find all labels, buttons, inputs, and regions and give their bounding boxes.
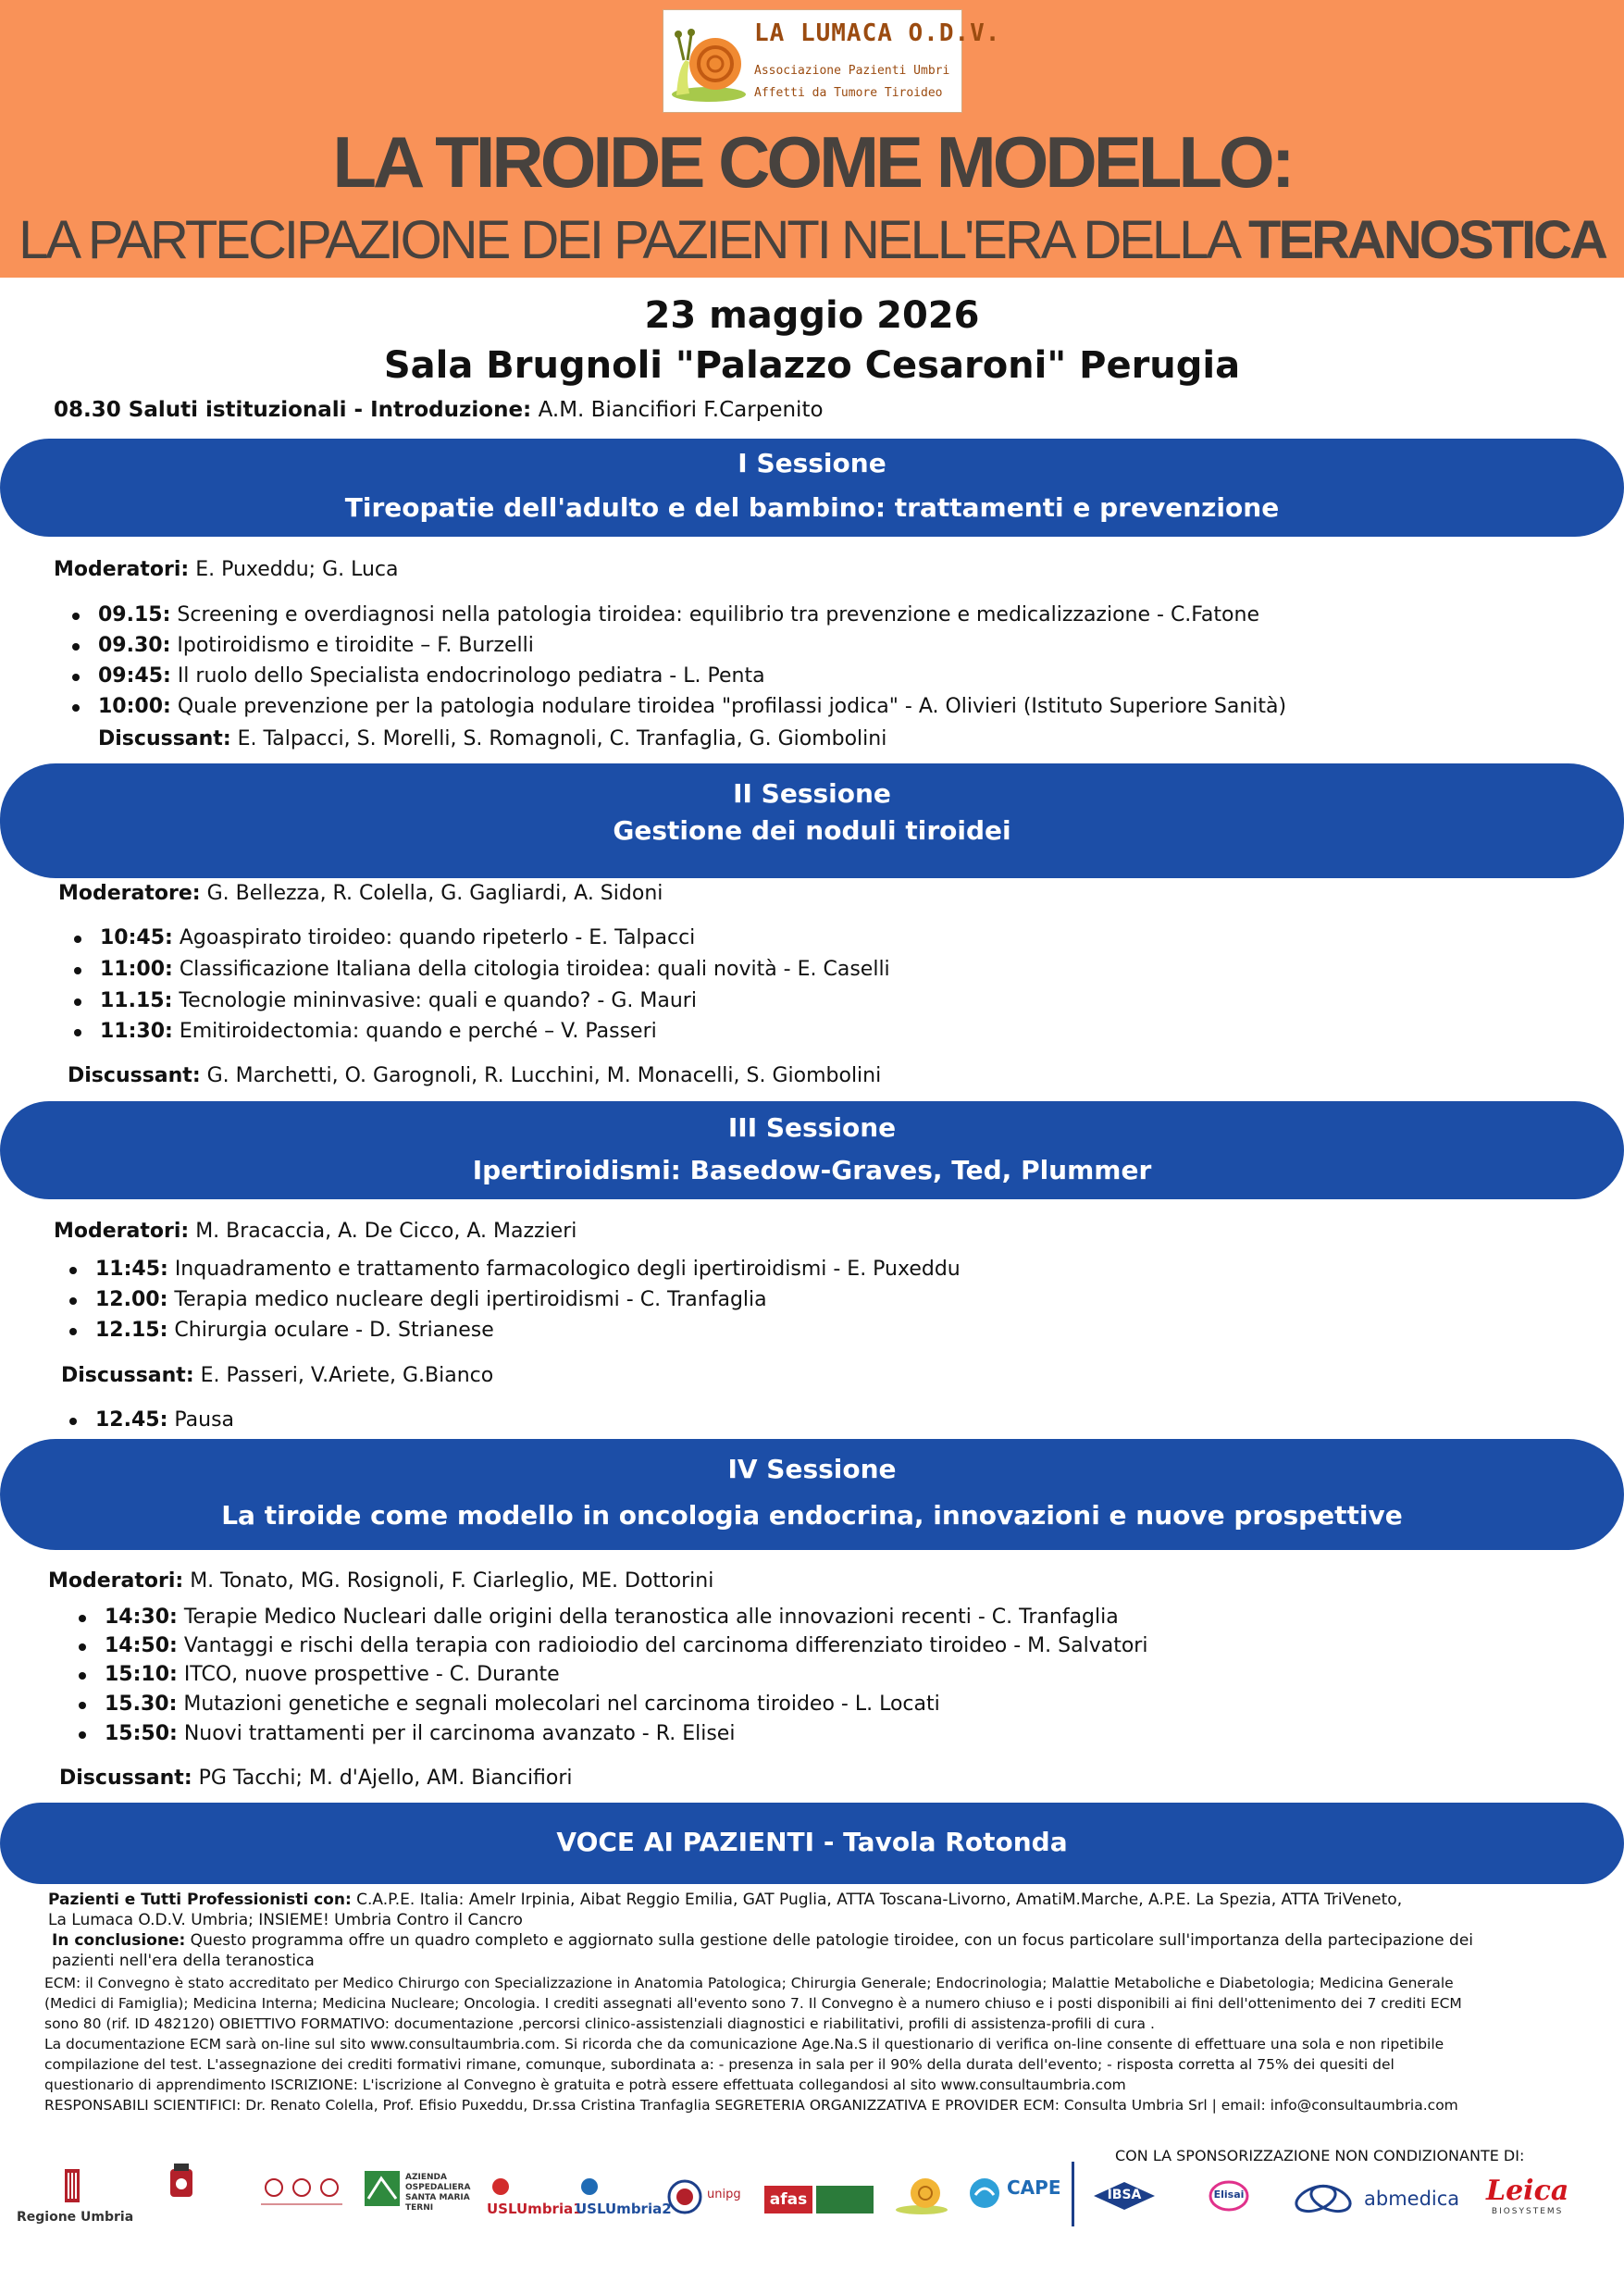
ao-terni-logo[interactable] — [363, 2169, 477, 2215]
session-2-title: Gestione dei noduli tiroidei — [613, 815, 1011, 846]
session-1-moderators — [54, 558, 399, 581]
session-4-moderators: Moderatori: M. Tonato, MG. Rosignoli, F. Ciarleglio, ME. Dottorini — [48, 1569, 714, 1593]
ecm-line-1: ECM: il Convegno è stato accreditato per Medico Chirurgo con Specializzazione in Anatomia Patologica; Chirurgia Generale; Endocrinologia; Malattie Metaboliche e Diabetologia; Medicina Generale — [44, 1975, 1454, 1991]
intro-line — [54, 398, 824, 422]
session-4-banner — [0, 1439, 1624, 1550]
doc-line-1: La documentazione ECM sarà on-line sul sito www.consultaumbria.com. Si ricorda che da comunicazione Age.Na.S il questionario di verifica on-line consente di effettuare una sola e non ripetibile — [44, 2036, 1444, 2052]
list-item: 15.30: Mutazioni genetiche e segnali molecolari nel carcinoma tiroideo - L. Locati — [105, 1693, 940, 1716]
list-item: 10:00: Quale prevenzione per la patologia nodulare tiroidea "profilassi jodica" - A. Olivieri (Istituto Superiore Sanità) — [98, 695, 1287, 718]
list-item: 11:45: Inquadramento e trattamento farmacologico degli ipertiroidismi - E. Puxeddu — [95, 1258, 961, 1281]
list-item: 15:10: ITCO, nuove prospettive - C. Durante — [105, 1663, 560, 1686]
page-subtitle — [0, 209, 1624, 271]
session-2-banner — [0, 763, 1624, 878]
usl2-icon — [576, 2176, 603, 2197]
unipg-logo[interactable] — [666, 2178, 741, 2219]
ao-terni-label: AZIENDA OSPEDALIERA SANTA MARIA TERNI — [405, 2173, 471, 2213]
footer-divider — [1072, 2162, 1074, 2226]
afas-label: afas — [764, 2186, 812, 2213]
usl1-icon — [487, 2176, 514, 2197]
session-3-moderators: Moderatori: M. Bracaccia, A. De Cicco, A. Mazzieri — [54, 1220, 577, 1243]
leica-sub-label: BIOSYSTEMS — [1491, 2207, 1564, 2216]
unipg-seal-icon — [666, 2178, 703, 2215]
snail-icon — [667, 16, 750, 108]
list-item: 09.15: Screening e overdiagnosi nella patologia tiroidea: equilibrio tra prevenzione e medicalizzazione - C.Fatone — [98, 603, 1259, 626]
ao-terni-icon — [363, 2169, 402, 2208]
comune-perugia-logo[interactable] — [163, 2164, 200, 2219]
list-item: 09:45: Il ruolo dello Specialista endocrinologo pediatra - L. Penta — [98, 664, 765, 688]
moderators-names: E. Puxeddu; G. Luca — [189, 558, 399, 581]
ibsa-label: IBSA — [1107, 2188, 1142, 2202]
unipg-label: unipg — [707, 2188, 741, 2201]
ao-perugia-icon — [255, 2175, 348, 2212]
session-3-title: Ipertiroidismi: Basedow-Graves, Ted, Plummer — [472, 1155, 1152, 1185]
regione-umbria-icon — [17, 2165, 128, 2206]
cape-label: CAPE — [1007, 2176, 1061, 2199]
session-2-number: II Sessione — [733, 778, 891, 809]
logo-brand: LA LUMACA O.D.V. — [754, 19, 1001, 47]
responsabili-line: RESPONSABILI SCIENTIFICI: Dr. Renato Colella, Prof. Efisio Puxeddu, Dr.ssa Cristina Tranfaglia SEGRETERIA ORGANIZZATIVA E PROVIDER ECM: Consulta Umbria Srl | email: info@consultaumbria.com — [44, 2097, 1458, 2114]
list-item: 11.15: Tecnologie mininvasive: quali e quando? - G. Mauri — [100, 989, 697, 1012]
session-4-number: IV Sessione — [727, 1454, 897, 1484]
cape-logo[interactable] — [966, 2175, 1061, 2215]
abmedica-label: abmedica — [1364, 2188, 1460, 2210]
conclusion-line-2: pazienti nell'era della teranostica — [52, 1952, 315, 1970]
list-item: 10:45: Agoaspirato tiroideo: quando ripeterlo - E. Talpacci — [100, 926, 696, 949]
cape-icon — [966, 2175, 1003, 2212]
event-venue: Sala Brugnoli "Palazzo Cesaroni" Perugia — [383, 344, 1241, 387]
leica-logo[interactable] — [1486, 2175, 1568, 2216]
subtitle-bold: TERANOSTICA — [1248, 210, 1605, 270]
list-item: 15:50: Nuovi trattamenti per il carcinoma avanzato - R. Elisei — [105, 1722, 736, 1745]
list-item: 11:30: Emitiroidectomia: quando e perché – V. Passeri — [100, 1020, 657, 1043]
elisai-logo[interactable] — [1209, 2180, 1249, 2212]
list-item: 12.00: Terapia medico nucleare degli ipertiroidismi - C. Tranfaglia — [95, 1288, 767, 1311]
session-4-title: La tiroide come modello in oncologia endocrina, innovazioni e nuove prospettive — [221, 1500, 1403, 1531]
abmedica-logo[interactable] — [1294, 2180, 1460, 2221]
event-date: 23 maggio 2026 — [644, 294, 980, 337]
session-2-moderators: Moderatore: G. Bellezza, R. Colella, G. Gagliardi, A. Sidoni — [58, 882, 663, 905]
la-lumaca-small-logo[interactable] — [894, 2173, 949, 2219]
patients-line-2: La Lumaca O.D.V. Umbria; INSIEME! Umbria Contro il Cancro — [48, 1911, 523, 1929]
logo-line2: Affetti da Tumore Tiroideo — [754, 86, 943, 100]
patients-line-1: Pazienti e Tutti Professionisti con: C.A.P.E. Italia: Amelr Irpinia, Aibat Reggio Emilia, GAT Puglia, ATTA Toscana-Livorno, AmatiM.Marche, A.P.E. La Spezia, ATTA TriVeneto, — [48, 1891, 1403, 1909]
session-3-number: III Sessione — [727, 1112, 897, 1143]
ao-perugia-logo[interactable] — [255, 2175, 348, 2215]
session-4-discussants: Discussant: PG Tacchi; M. d'Ajello, AM. Biancifiori — [59, 1767, 573, 1790]
usl1-label: USLUmbria1 — [487, 2201, 583, 2217]
round-table-title: VOCE AI PAZIENTI - Tavola Rotonda — [556, 1827, 1068, 1857]
ecm-line-3: sono 80 (rif. ID 482120) OBIETTIVO FORMATIVO: documentazione ,percorsi clinico-assistenziali diagnostici e riabilitativi, profili di assistenza-profili di cura . — [44, 2015, 1155, 2032]
session-1-banner — [0, 439, 1624, 537]
doc-line-2: compilazione del test. L'assegnazione dei crediti formativi rimane, comunque, subordinata a: - presenza in sala per il 90% della durata dell'evento; - risposta corretta al 75% dei quesiti del — [44, 2056, 1395, 2073]
intro-label: 08.30 Saluti istituzionali - Introduzione: — [54, 398, 532, 422]
pause-item: 12.45: Pausa — [95, 1408, 235, 1432]
list-item: 14:50: Vantaggi e rischi della terapia con radioiodio del carcinoma differenziato tiroideo - M. Salvatori — [105, 1634, 1148, 1657]
header-band — [0, 0, 1624, 278]
afas-logo[interactable] — [764, 2186, 875, 2213]
session-3-banner — [0, 1101, 1624, 1199]
ecm-line-2: (Medici di Famiglia); Medicina Interna; Medicina Nucleare; Oncologia. I crediti assegnati all'evento sono 7. Il Convegno è a numero chiuso e i posti disponibili ai fini dell'ottenimento dei 7 crediti ECM — [44, 1995, 1462, 2012]
la-lumaca-logo[interactable] — [663, 9, 1001, 113]
abmedica-icon — [1294, 2180, 1368, 2217]
list-item: 09.30: Ipotiroidismo e tiroidite – F. Burzelli — [98, 634, 534, 657]
ibsa-logo[interactable] — [1092, 2180, 1157, 2212]
elisai-label: Elisai — [1213, 2189, 1245, 2201]
session-1-title: Tireopatie dell'adulto e del bambino: trattamenti e prevenzione — [344, 492, 1280, 523]
usl2-label: USLUmbria2 — [576, 2201, 672, 2217]
subtitle-text: LA PARTECIPAZIONE DEI PAZIENTI NELL'ERA DELLA — [19, 210, 1249, 270]
list-item: 12.15: Chirurgia oculare - D. Strianese — [95, 1319, 494, 1342]
doc-line-3: questionario di apprendimento ISCRIZIONE: L'iscrizione al Convegno è gratuita e potrà essere effettuata collegandosi al sito www.consultaumbria.com — [44, 2077, 1126, 2093]
session-2-discussants: Discussant: G. Marchetti, O. Garognoli, R. Lucchini, M. Monacelli, S. Giombolini — [68, 1064, 882, 1087]
conclusion-line-1: In conclusione: Questo programma offre un quadro completo e aggiornato sulla gestione delle patologie tiroidee, con un focus particolare sull'importanza della partecipazione dei — [52, 1931, 1474, 1950]
usl-umbria-1-logo[interactable] — [487, 2176, 583, 2217]
round-table-banner — [0, 1803, 1624, 1884]
sponsor-title: CON LA SPONSORIZZAZIONE NON CONDIZIONANTE DI: — [1115, 2147, 1525, 2164]
page-title: LA TIROIDE COME MODELLO: — [332, 121, 1292, 203]
regione-umbria-logo[interactable] — [17, 2165, 134, 2230]
session-1-discussants: Discussant: E. Talpacci, S. Morelli, S. Romagnoli, C. Tranfaglia, G. Giombolini — [98, 727, 887, 750]
afas-green-block — [816, 2186, 874, 2213]
moderators-label: Moderatori: — [54, 558, 190, 581]
regione-label: Regione Umbria — [17, 2210, 134, 2225]
small-snail-icon — [894, 2173, 949, 2215]
usl-umbria-2-logo[interactable] — [576, 2176, 672, 2217]
list-item: 14:30: Terapie Medico Nucleari dalle origini della teranostica alle innovazioni recenti - C. Tranfaglia — [105, 1606, 1119, 1629]
perugia-crest-icon — [163, 2164, 200, 2215]
session-3-discussants: Discussant: E. Passeri, V.Ariete, G.Bianco — [61, 1364, 494, 1387]
session-1-number: I Sessione — [738, 448, 886, 478]
list-item: 11:00: Classificazione Italiana della citologia tiroidea: quali novità - E. Caselli — [100, 958, 890, 981]
intro-names: A.M. Biancifiori F.Carpenito — [531, 398, 824, 422]
leica-label: Leica — [1486, 2175, 1569, 2207]
logo-line1: Associazione Pazienti Umbri — [754, 64, 950, 78]
